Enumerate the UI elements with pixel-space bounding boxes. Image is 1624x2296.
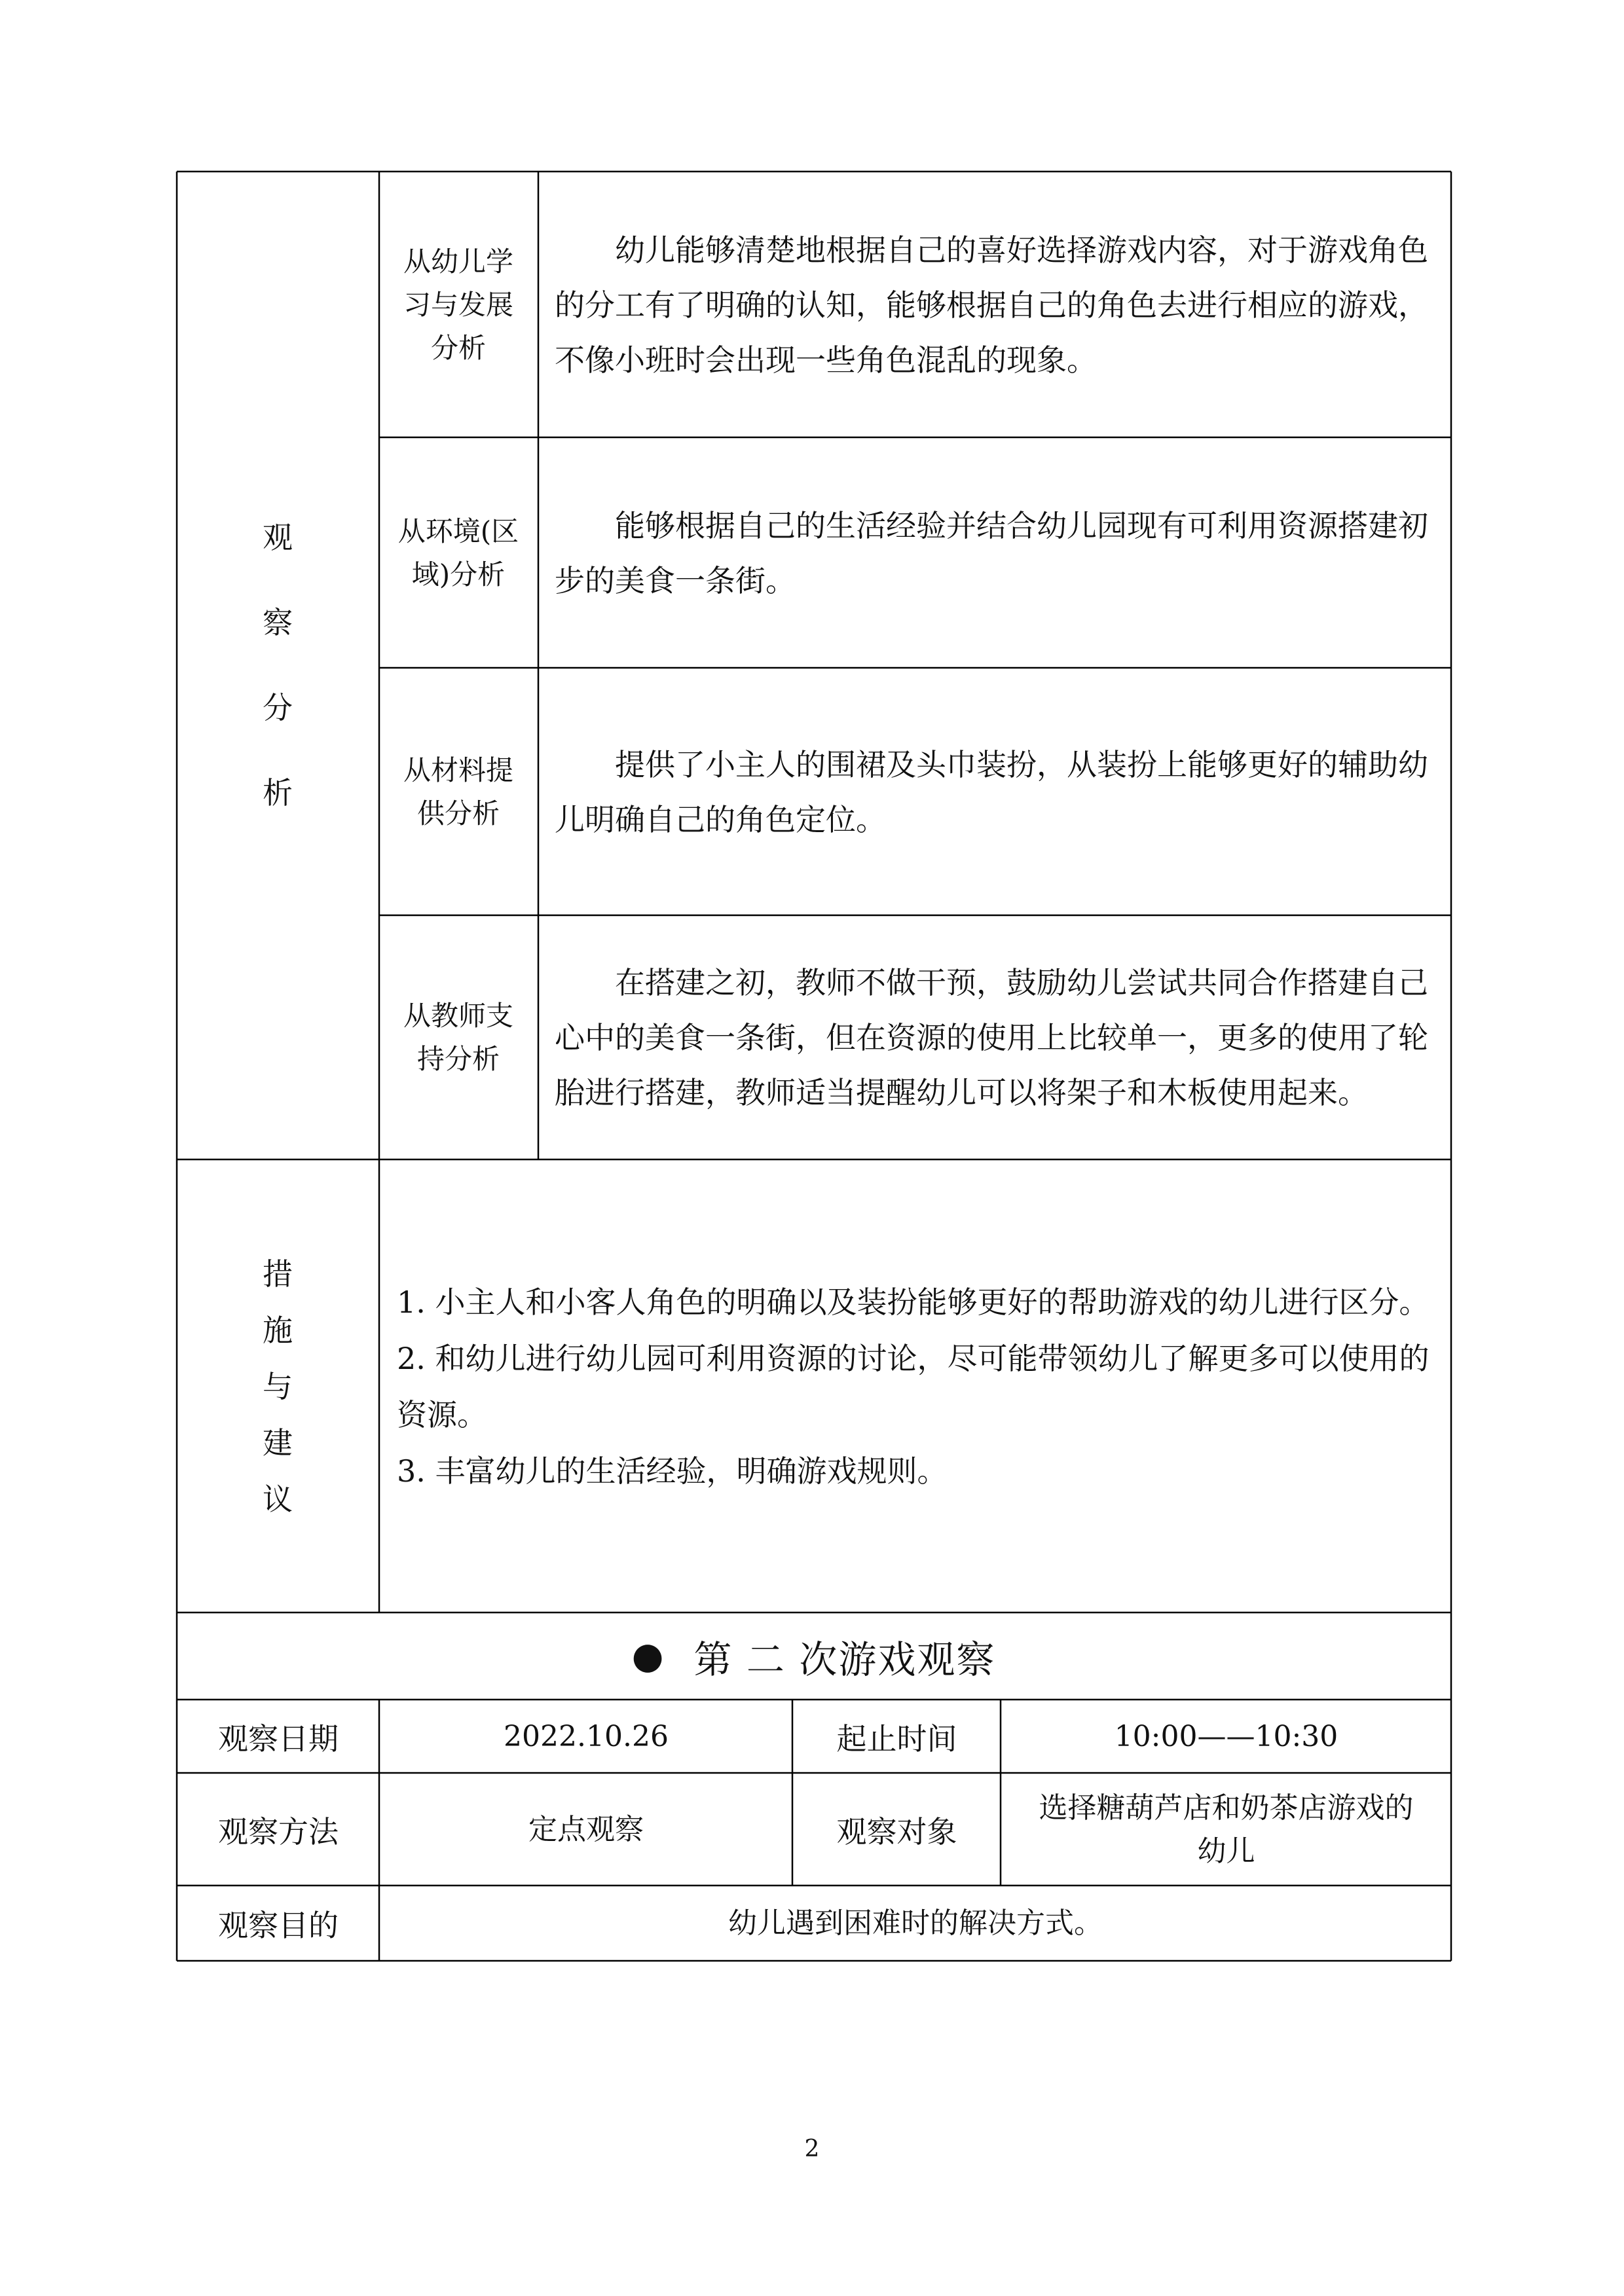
label-char: 析: [263, 775, 293, 811]
measure-item: 3. 丰富幼儿的生活经验，明确游戏规则。: [397, 1453, 948, 1489]
time-label: 起止时间: [836, 1721, 957, 1757]
second-observation-heading: [177, 1614, 1450, 1698]
bullet-icon: ●: [631, 1635, 664, 1677]
measure-item: 2. 和幼儿进行幼儿园可利用资源的讨论，尽可能带领幼儿了解更多可以使用的资源。: [397, 1341, 1430, 1432]
measure-item: 1. 小主人和小客人角色的明确以及装扮能够更好的帮助游戏的幼儿进行区分。: [397, 1285, 1430, 1320]
method-label: 观察方法: [218, 1813, 339, 1850]
label-char: 建: [263, 1425, 293, 1461]
observation-analysis-label: [177, 172, 378, 1159]
aspect-environment: 从环境(区域)分析: [397, 515, 519, 591]
page-number: 2: [804, 2136, 820, 2162]
aspect-learning-development: 从幼儿学习与发展分析: [403, 245, 513, 364]
time-value: 10:00——10:30: [1114, 1719, 1338, 1753]
date-label: 观察日期: [218, 1721, 339, 1757]
label-char: 措: [263, 1256, 293, 1292]
label-char: 分: [263, 690, 293, 725]
label-char: 施: [263, 1313, 293, 1348]
measures-list: [380, 1161, 1450, 1613]
label-char: 观: [263, 520, 293, 555]
date-value: 2022.10.26: [504, 1719, 669, 1753]
analysis-environment: 能够根据自己的生活经验并结合幼儿园现有可利用资源搭建初步的美食一条街。: [555, 507, 1428, 598]
target-label: 观察对象: [836, 1813, 957, 1850]
aspect-teacher-support: 从教师支持分析: [403, 1000, 513, 1075]
label-char: 察: [263, 605, 293, 640]
target-value: 选择糖葫芦店和奶茶店游戏的幼儿: [1039, 1791, 1414, 1868]
aspect-materials: 从材料提供分析: [403, 754, 513, 829]
analysis-teacher-support: 在搭建之初，教师不做干预，鼓励幼儿尝试共同合作搭建自己心中的美食一条街，但在资源的使用上比较单一，更多的使用了轮胎进行搭建，教师适当提醒幼儿可以将架子和木板使用起来。: [555, 965, 1428, 1110]
purpose-value: 幼儿遇到困难时的解决方式。: [728, 1906, 1103, 1940]
analysis-materials: 提供了小主人的围裙及头巾装扮，从装扮上能够更好的辅助幼儿明确自己的角色定位。: [555, 746, 1428, 837]
label-char: 议: [263, 1482, 293, 1517]
method-value: 定点观察: [528, 1812, 644, 1846]
section-title: 第 二 次游戏观察: [693, 1637, 996, 1682]
analysis-learning-development: 幼儿能够清楚地根据自己的喜好选择游戏内容，对于游戏角色的分工有了明确的认知，能够根据自己的角色去进行相应的游戏，不像小班时会出现一些角色混乱的现象。: [555, 232, 1428, 378]
purpose-label: 观察目的: [218, 1908, 339, 1943]
label-char: 与: [263, 1369, 293, 1404]
measures-label: [177, 1161, 378, 1613]
